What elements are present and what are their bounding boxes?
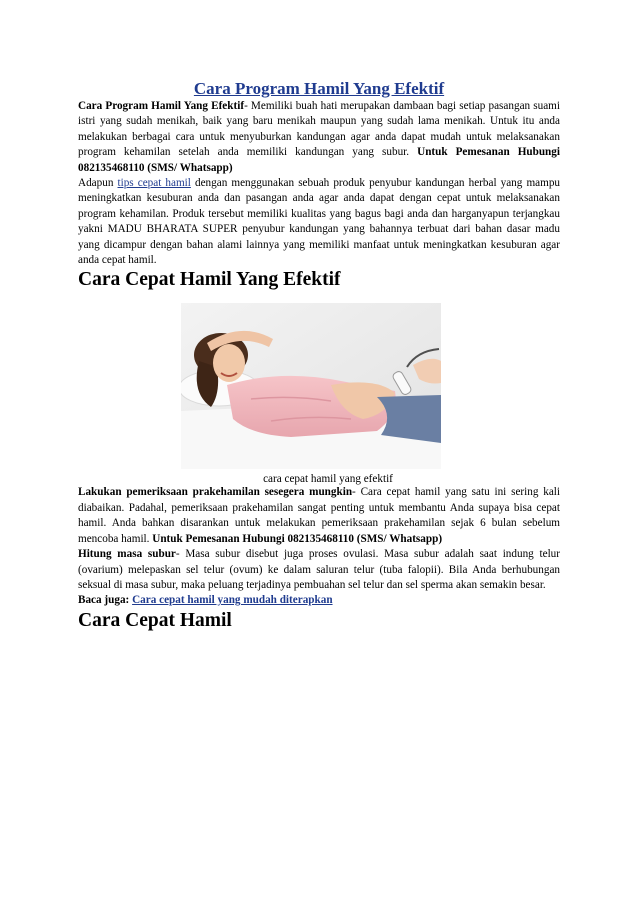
image-caption: cara cepat hamil yang efektif — [263, 473, 393, 486]
section-heading-text: Cara Cepat Hamil Yang Efektif — [78, 269, 341, 291]
baca-juga-link-text: Cara cepat hamil yang mudah diterapkan — [132, 594, 333, 607]
intro-text: - Memiliki buah hati merupakan dambaan bagi setiap pasangan suami istri yang sudah menikah, baik yang baru menikah maupun yang sudah lama menikah. Untuk itu anda melakukan berbagai cara untuk menyuburkan kandungan agar anda dapat mudah untuk melaksanakan program kehamilan setelah anda memiliki kandungan yang subur. — [78, 100, 560, 159]
paragraph-product — [78, 176, 560, 268]
masa-subur-text: - Masa subur disebut juga proses ovulasi. Masa subur adalah saat indung telur (ovarium) melepaskan sel telur (ovum) ke dalam saluran telur (tuba falopii). Bila Anda berhubungan seksual di masa subur, maka peluang terjadinya pembuahan sel telur dan sel sperma akan semakin besar. — [78, 548, 561, 591]
intro-lead: Cara Program Hamil Yang Efektif — [78, 100, 245, 112]
prakehamilan-contact: Untuk Pemesanan Hubungi 082135468110 (SMS/ Whatsapp) — [152, 532, 443, 545]
section-heading-2-text: Cara Cepat Hamil — [78, 609, 232, 631]
figure — [78, 303, 560, 485]
paragraph-intro — [78, 99, 560, 176]
baca-juga-label: Baca juga: — [78, 594, 130, 607]
product-text-before: Adapun — [78, 177, 118, 190]
document-title — [78, 0, 560, 99]
prakehamilan-text: - Cara cepat hamil yang satu ini sering kali diabaikan. Padahal, pemeriksaan prakehamilan sangat penting untuk membantu Anda supaya bisa cepat hamil. Anda bahkan disarankan untuk melakukan pemeriksaan prakehamilan sejak 6 bulan sebelum mencoba hamil. — [78, 486, 560, 545]
document-title-text: Cara Program Hamil Yang Efektif — [193, 79, 445, 98]
intro-contact: Untuk Pemesanan Hubungi 082135468110 (SMS/ Whatsapp) — [78, 146, 560, 174]
product-text-after: dengan menggunakan sebuah produk penyubur kandungan herbal yang mampu meningkatkan kesuburan anda dan pasangan anda agar anda dapat dengan cepat untuk melaksanakan program kehamilan. Produk tersebut memiliki kualitas yang bagus bagi anda dan harganyapun terjangkau yakni MADU BHARATA SUPER penyubur kandungan yang bahannya terbuat dari bahan dasar madu yang dicampur dengan bahan alami lainnya yang memiliki manfaat untuk meningkatkan kesuburan agar anda cepat hamil. — [78, 177, 561, 267]
tips-cepat-hamil-link[interactable]: tips cepat hamil — [117, 177, 191, 190]
section-heading-cepat-hamil — [78, 609, 560, 633]
prakehamilan-lead: Lakukan pemeriksaan prakehamilan sesegera mungkin — [78, 486, 353, 499]
paragraph-masa-subur — [78, 547, 560, 593]
pregnancy-ultrasound-photo — [181, 303, 441, 469]
masa-subur-lead: Hitung masa subur — [78, 548, 176, 561]
baca-juga-link[interactable] — [132, 594, 332, 606]
paragraph-baca-juga — [78, 593, 560, 608]
paragraph-prakehamilan — [78, 485, 560, 547]
section-heading-cepat-hamil-efektif — [78, 268, 560, 292]
